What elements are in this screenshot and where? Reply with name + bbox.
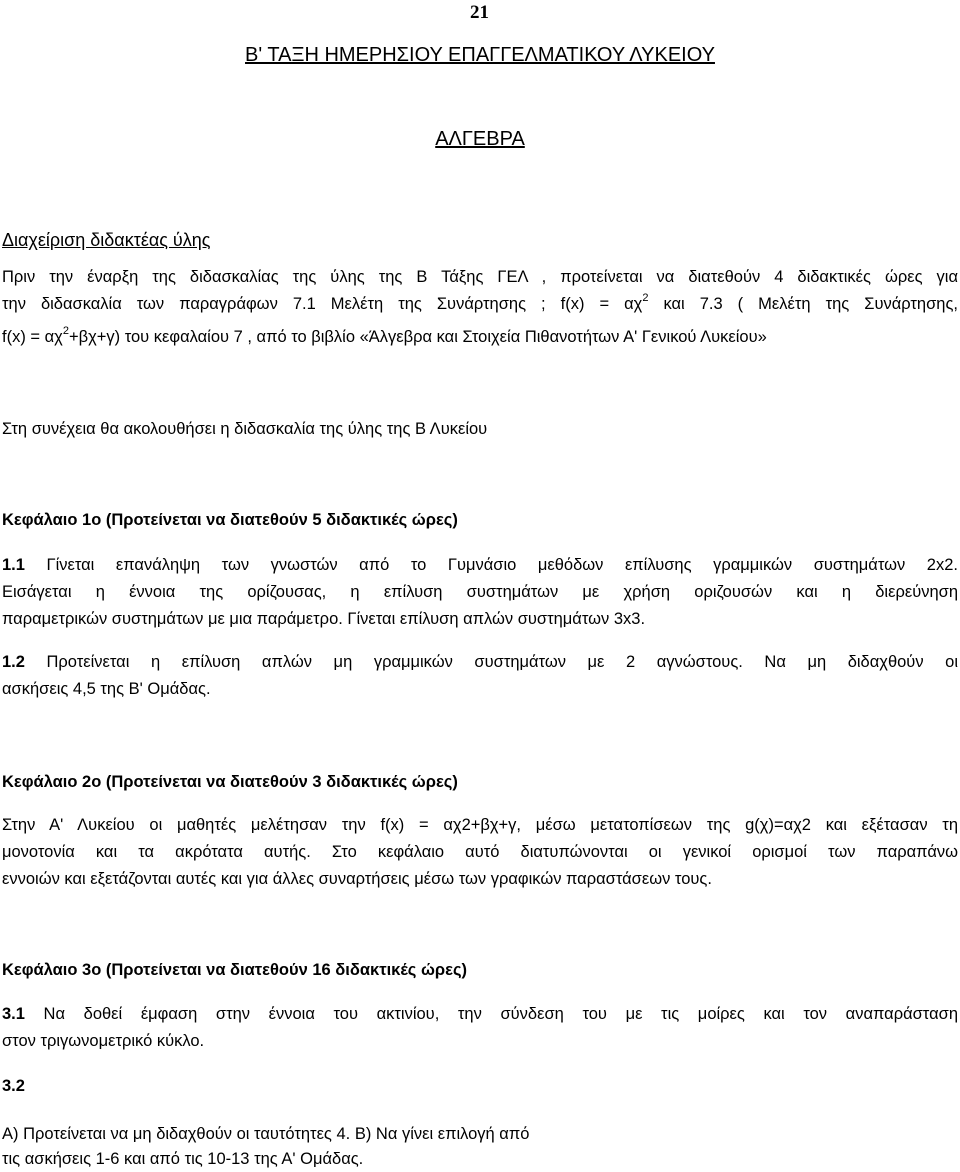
continuation-text: Στη συνέχεια θα ακολουθήσει η διδασκαλία της ύλης της Β Λυκείου [2, 420, 488, 438]
chapter-3-p2-number: 3.2 [2, 1077, 25, 1095]
chapter-1-p1-line-3: παραμετρικών συστημάτων με μια παράμετρο. Γίνεται επίλυση απλών συστημάτων 3x3. [2, 610, 646, 628]
chapter-1-p1-text: Γίνεται επανάληψη των γνωστών από το Γυμνάσιο μεθόδων επίλυσης γραμμικών συστημάτων 2x2. [24, 556, 958, 574]
chapter-3-p2-line-1: Α) Προτείνεται να μη διδαχθούν οι ταυτότητες 4. Β) Να γίνει επιλογή από [2, 1125, 530, 1143]
section-heading: Διαχείριση διδακτέας ύλης [2, 230, 211, 250]
chapter-1-p2-line-1 [2, 653, 958, 672]
paragraph-number: 1.2 [2, 653, 25, 671]
chapter-1-p2-text: Προτείνεται η επίλυση απλών μη γραμμικών συστημάτων με 2 αγνώστους. Να μη διδαχθούν οι [24, 653, 958, 671]
chapter-3-p1-line-2: στον τριγωνομετρικό κύκλο. [2, 1032, 205, 1050]
page-title: Β' ΤΑΞΗ ΗΜΕΡΗΣΙΟΥ ΕΠΑΓΓΕΛΜΑΤΙΚΟΥ ΛΥΚΕΙΟΥ [245, 44, 715, 66]
chapter-1-p2-line-2: ασκήσεις 4,5 της Β' Ομάδας. [2, 680, 211, 698]
chapter-3-p1-text: Να δοθεί έμφαση στην έννοια του ακτινίου, την σύνδεση του με τις μοίρες και τον αναπαράσταση [24, 1005, 958, 1023]
intro-line-3b: +βχ+γ) του κεφαλαίου 7 , από το βιβλίο «Άλγεβρα και Στοιχεία Πιθανοτήτων Α' Γενικού Λυκείου» [68, 328, 767, 346]
intro-line-1: Πριν την έναρξη της διδασκαλίας της ύλης της Β Τάξης ΓΕΛ , προτείνεται να διατεθούν 4 διδακτικές ώρες για [2, 268, 958, 286]
chapter-3-p2-line-2: τις ασκήσεις 1-6 και από τις 10-13 της Α' Ομάδας. [2, 1150, 364, 1168]
intro-line-2 [2, 292, 958, 314]
intro-line-3 [2, 325, 767, 347]
chapter-2-heading: Κεφάλαιο 2ο (Προτείνεται να διατεθούν 3 διδακτικές ώρες) [2, 773, 458, 791]
intro-line-3a: f(x) = αχ [2, 328, 63, 346]
page-number: 21 [470, 2, 489, 23]
subject-title: ΑΛΓΕΒΡΑ [435, 128, 525, 150]
chapter-3-heading: Κεφάλαιο 3ο (Προτείνεται να διατεθούν 16 διδακτικές ώρες) [2, 961, 468, 979]
chapter-1-p1-line-2: Εισάγεται η έννοια της ορίζουσας, η επίλυση συστημάτων με χρήση οριζουσών και η διερεύνηση [2, 583, 958, 601]
chapter-2-line-2: μονοτονία και τα ακρότατα αυτής. Στο κεφάλαιο αυτό διατυπώνονται οι γενικοί ορισμοί των παραπάνω [2, 843, 958, 861]
chapter-1-p1-line-1 [2, 556, 958, 575]
superscript: 2 [642, 292, 649, 304]
intro-line-2b: και 7.3 ( Μελέτη της Συνάρτησης, [648, 295, 958, 313]
superscript: 2 [62, 325, 69, 337]
chapter-2-line-1: Στην Α' Λυκείου οι μαθητές μελέτησαν την f(x) = αχ2+βχ+γ, μέσω μετατοπίσεων της g(χ)=αχ2 και εξέτασαν τη [2, 816, 958, 834]
paragraph-number: 3.1 [2, 1005, 25, 1023]
chapter-3-p1-line-1 [2, 1005, 958, 1024]
chapter-1-heading: Κεφάλαιο 1ο (Προτείνεται να διατεθούν 5 διδακτικές ώρες) [2, 511, 458, 529]
chapter-2-line-3: εννοιών και εξετάζονται αυτές και για άλλες συναρτήσεις μέσω των γραφικών παραστάσεων τους. [2, 870, 712, 888]
paragraph-number: 1.1 [2, 556, 25, 574]
intro-line-2a: την διδασκαλία των παραγράφων 7.1 Μελέτη της Συνάρτησης ; f(x) = αχ [2, 295, 643, 313]
